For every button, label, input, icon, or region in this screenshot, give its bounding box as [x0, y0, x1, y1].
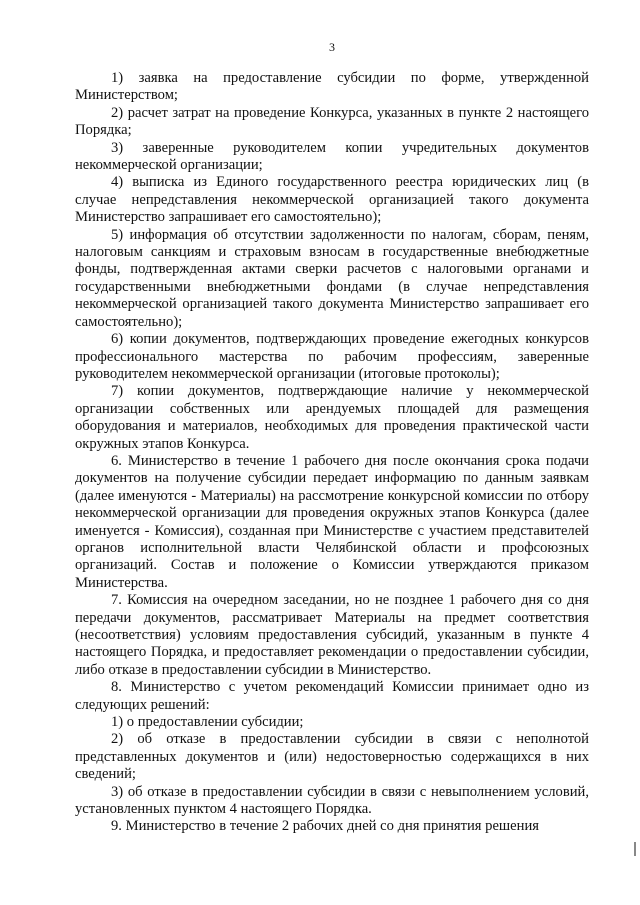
- clause-9-start: 9. Министерство в течение 2 рабочих дней со дня принятия решения: [111, 818, 539, 835]
- list-item-cost-calculation: 2) расчет затрат на проведение Конкурса, указанных в пункте 2 настоящего Порядка;: [75, 104, 589, 139]
- document-page: [75, 0, 589, 905]
- list-item-registry-extract: 4) выписка из Единого государственного реестра юридических лиц (в случае непредставления некоммерческой организацией такого документа Министерство запрашивает его самостоятельно);: [75, 174, 589, 226]
- list-item-founding-documents: 3) заверенные руководителем копии учредительных документов некоммерческой организации;: [75, 139, 589, 174]
- list-item-contest-documents: 6) копии документов, подтверждающих проведение ежегодных конкурсов профессионального мастерства по рабочим профессиям, заверенные руководителем некоммерческой организации (итоговые протоколы);: [75, 331, 589, 382]
- document-body: [75, 70, 589, 836]
- page-number: 3: [329, 40, 335, 54]
- decision-item-grant: 1) о предоставлении субсидии;: [111, 714, 304, 731]
- list-item-debt-information: 5) информация об отсутствии задолженности по налогам, сборам, пеням, налоговым санкциям и страховым взносам в государственные внебюджетные фонды, подтвержденная актами сверки расчетов с налоговыми органами и государственными внебюджетными фондами (в случае непредставления некоммерческой организацией такого документа Министерство запрашивает его самостоятельно);: [75, 226, 589, 330]
- clause-8-ministry-decision: 8. Министерство с учетом рекомендаций Комиссии принимает одно из следующих решений:: [75, 679, 589, 713]
- clause-7-commission-review: 7. Комиссия на очередном заседании, но не позднее 1 рабочего дня со дня передачи документов, рассматривает Материалы на предмет соответствия (несоответствия) условиям предоставления субсидий, указанным в пункте 4 настоящего Порядка, и предоставляет рекомендации о предоставлении субсидии, либо отказе в предоставлении субсидии в Министерство.: [75, 592, 589, 678]
- decision-item-refusal-incomplete: 2) об отказе в предоставлении субсидии в связи с неполнотой представленных документов и (или) недостоверностью содержащихся в них сведений;: [75, 731, 589, 783]
- clause-6-materials-transfer: 6. Министерство в течение 1 рабочего дня после окончания срока подачи документов на получение субсидии передает информацию по данным заявкам (далее именуются - Материалы) на рассмотрение конкурсной комиссии по отбору некоммерческой организации для проведения окружных этапов Конкурса (далее именуется - Комиссия), созданная при Министерстве с участием представителей органов исполнительной власти Челябинской области и профсоюзных организаций. Состав и положение о Комиссии утверждаются приказом Министерства.: [75, 452, 589, 591]
- scan-edge-mark: [634, 842, 636, 856]
- list-item-premises-documents: 7) копии документов, подтверждающие наличие у некоммерческой организации собственных или арендуемых площадей для размещения оборудования и материалов, необходимых для проведения практической части окружных этапов Конкурса.: [75, 383, 589, 452]
- decision-item-refusal-conditions: 3) об отказе в предоставлении субсидии в связи с невыполнением условий, установленных пунктом 4 настоящего Порядка.: [75, 783, 589, 818]
- list-item-application: 1) заявка на предоставление субсидии по форме, утвержденной Министерством;: [75, 70, 589, 104]
